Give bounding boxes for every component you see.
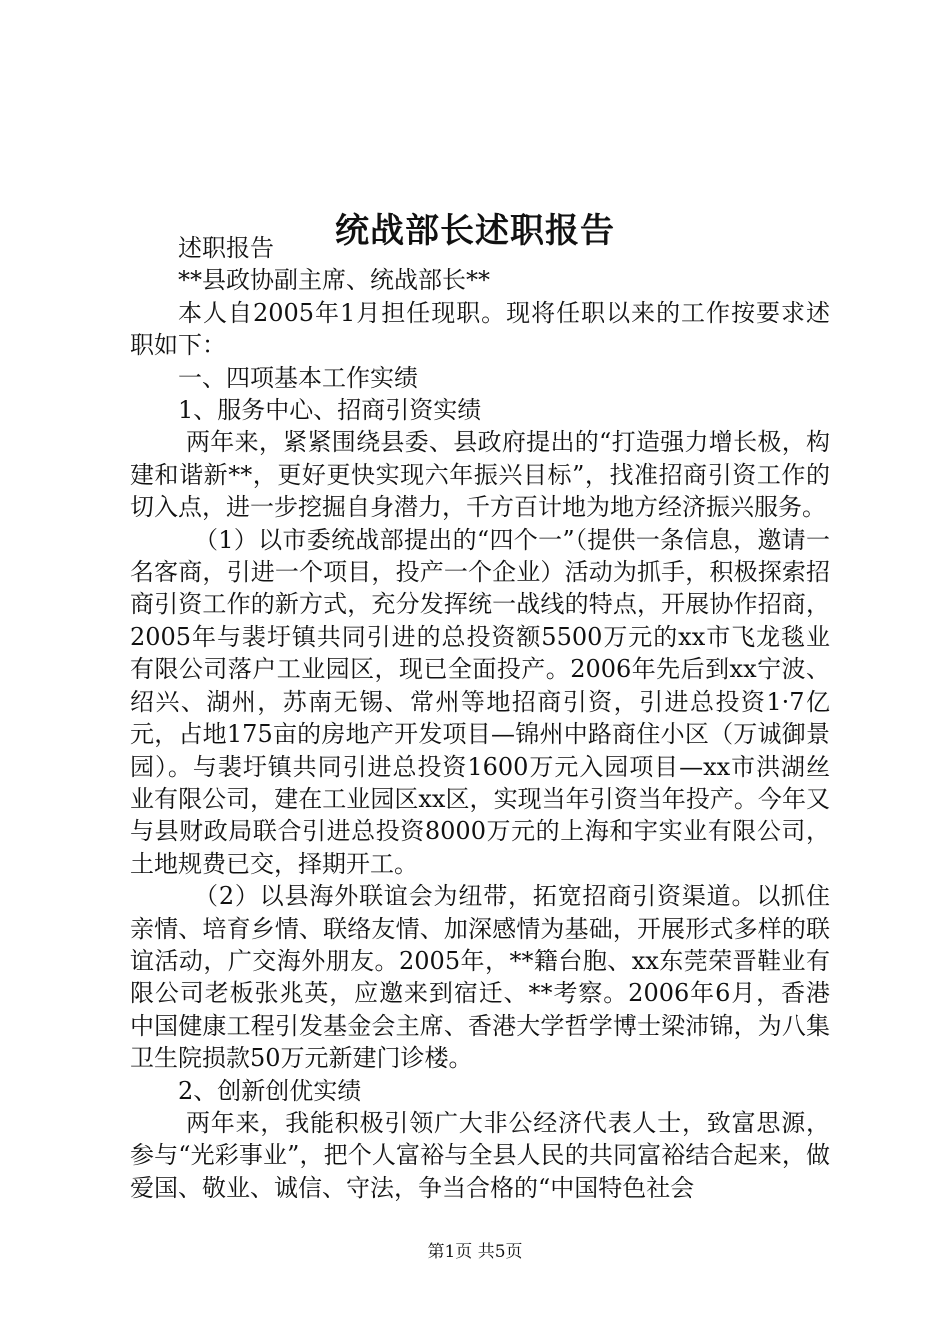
paragraph-body: （2）以县海外联谊会为纽带，拓宽招商引资渠道。以抓住亲情、培育乡情、联络友情、加深感情为基础，开展形式多样的联谊活动，广交海外朋友。2005年，**籍台胞、xx东莞荣晋鞋业有限公司老板张兆英，应邀来到宿迁、**考察。2006年6月，香港中国健康工程引发基金会主席、香港大学哲学博士梁沛锦，为八集卫生院损款50万元新建门诊楼。 bbox=[130, 882, 830, 1073]
paragraph-body: 两年来，紧紧围绕县委、县政府提出的“打造强力增长极，构建和谐新**，更好更快实现六年振兴目标”，找准招商引资工作的切入点，进一步挖掘自身潜力，千方百计地为地方经济振兴服务。 bbox=[130, 428, 830, 522]
paragraph-body: 两年来，我能积极引领广大非公经济代表人士，致富思源，参与“光彩事业”，把个人富裕与全县人民的共同富裕结合起来，做爱国、敬业、诚信、守法，争当合格的“中国特色社会 bbox=[130, 1108, 830, 1202]
subsection-heading-2: 2、创新创优实绩 bbox=[178, 1076, 362, 1105]
document-body bbox=[130, 232, 830, 1204]
section-heading-1: 一、四项基本工作实绩 bbox=[178, 363, 418, 392]
page-number-footer: 第1页 共5页 bbox=[427, 1242, 523, 1262]
document-title: 统战部长述职报告 bbox=[335, 210, 615, 251]
paragraph-body: （1）以市委统战部提出的“四个一”（提供一条信息，邀请一名客商，引进一个项目，投产一个企业）活动为抓手，积极探索招商引资工作的新方式，充分发挥统一战线的特点，开展协作招商，2005年与裴圩镇共同引进的总投资额5500万元的xx市飞龙毯业有限公司落户工业园区，现已全面投产。2006年先后到xx宁波、绍兴、湖州，苏南无锡、常州等地招商引资，引进总投资1·7亿元，占地175亩的房地产开发项目—锦州中路商住小区（万诚御景园）。与裴圩镇共同引进总投资1600万元入园项目—xx市洪湖丝业有限公司，建在工业园区xx区，实现当年引资当年投产。今年又与县财政局联合引进总投资8000万元的上海和宇实业有限公司，土地规费已交，择期开工。 bbox=[130, 525, 830, 878]
subsection-heading-1: 1、服务中心、招商引资实绩 bbox=[178, 396, 482, 425]
paragraph-heading-report: 述职报告 bbox=[178, 234, 274, 262]
paragraph-author: **县政协副主席、统战部长** bbox=[178, 266, 490, 295]
paragraph-intro: 本人自2005年1月担任现职。现将任职以来的工作按要求述职如下： bbox=[130, 298, 830, 360]
